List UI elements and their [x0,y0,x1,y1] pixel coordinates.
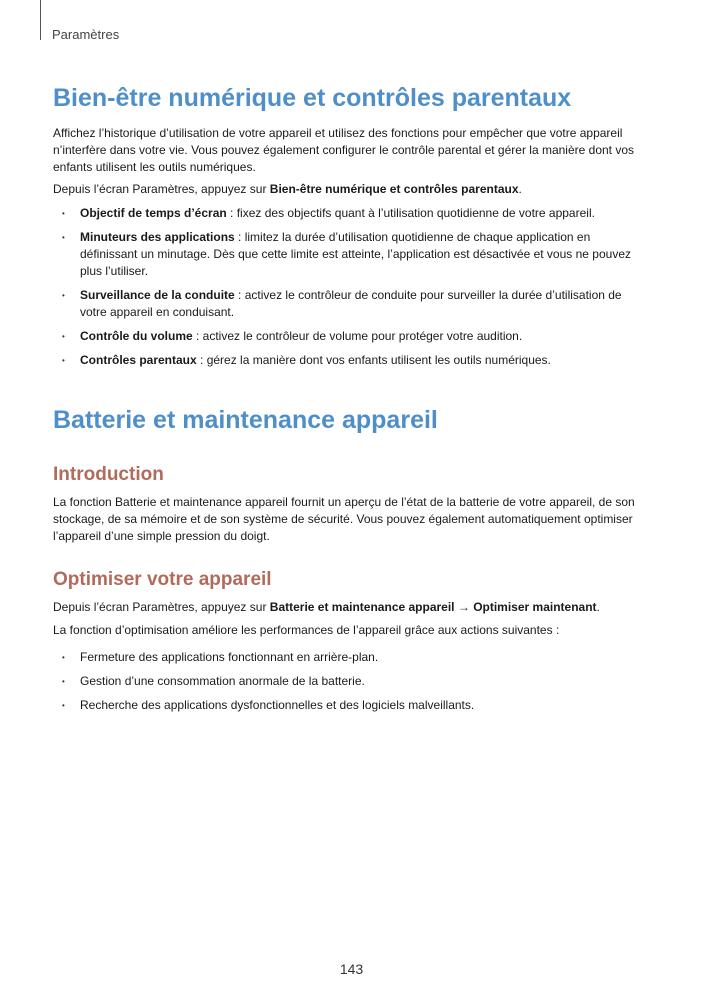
digital-wellbeing-nav [53,181,649,198]
nav-prefix: Depuis l’écran Paramètres, appuyez sur [53,182,270,196]
item-desc: : limitez la durée d’utilisation quotidienne de chaque application en définissant un minutage. Dès que cette limite est atteinte, l’application est désactivée et vous ne pouvez plus l’utiliser. [80,230,631,278]
item-term: Surveillance de la conduite [80,288,235,302]
nav-target: Bien-être numérique et contrôles parentaux [269,182,519,196]
list-item: • Gestion d’une consommation anormale de la batterie. [53,673,649,690]
list-item [53,352,649,369]
digital-wellbeing-intro: Affichez l’historique d’utilisation de votre appareil et utilisez des fonctions pour empêcher que votre appareil n’interfère dans votre vie. Vous pouvez également configurer le contrôle parental et gérer la manière dont vos enfants utilisent les outils numériques. [53,126,635,174]
item-desc: : activez le contrôleur de volume pour protéger votre audition. [192,329,523,343]
section-title-digital-wellbeing: Bien-être numérique et contrôles parentaux [53,84,572,112]
subsection-title-optimize: Optimiser votre appareil [53,569,272,590]
item-desc: : gérez la manière dont vos enfants utilisent les outils numériques. [196,353,551,367]
page-number: 143 [339,961,364,977]
list-item: • Fermeture des applications fonctionnant en arrière-plan. [53,649,649,666]
subsection-title-introduction: Introduction [53,464,164,485]
nav-target: Optimiser maintenant [473,600,597,614]
list-item: • Recherche des applications dysfonctionnelles et des logiciels malveillants. [53,697,649,714]
item-term: Contrôle du volume [80,329,193,343]
header-rule [40,0,41,40]
nav-arrow: → [454,600,474,614]
nav-target: Batterie et maintenance appareil [269,600,455,614]
battery-intro-text: La fonction Batterie et maintenance appareil fournit un aperçu de l’état de la batterie de votre appareil, de son stockage, de sa mémoire et de son système de sécurité. Vous pouvez également automatiquement optimiser l’appareil d’une simple pression du doigt. [53,495,635,543]
list-item [53,328,649,345]
optimize-nav [53,599,649,616]
list-item [53,287,649,321]
nav-suffix: . [518,182,522,196]
running-header: Paramètres [52,27,120,42]
optimize-lead: La fonction d’optimisation améliore les performances de l’appareil grâce aux actions suivantes : [53,623,560,637]
item-desc: : activez le contrôleur de conduite pour surveiller la durée d’utilisation de votre appareil en conduisant. [80,288,622,319]
section-title-battery: Batterie et maintenance appareil [53,406,438,434]
nav-prefix: Depuis l’écran Paramètres, appuyez sur [53,600,270,614]
item-term: Contrôles parentaux [80,353,197,367]
optimize-list [53,649,649,714]
list-item [53,229,649,280]
nav-suffix: . [596,600,600,614]
item-desc: : fixez des objectifs quant à l’utilisation quotidienne de votre appareil. [226,206,595,220]
item-term: Minuteurs des applications [80,230,235,244]
digital-wellbeing-list [53,205,649,369]
page-content [53,82,649,714]
item-term: Objectif de temps d’écran [80,206,227,220]
list-item [53,205,649,222]
